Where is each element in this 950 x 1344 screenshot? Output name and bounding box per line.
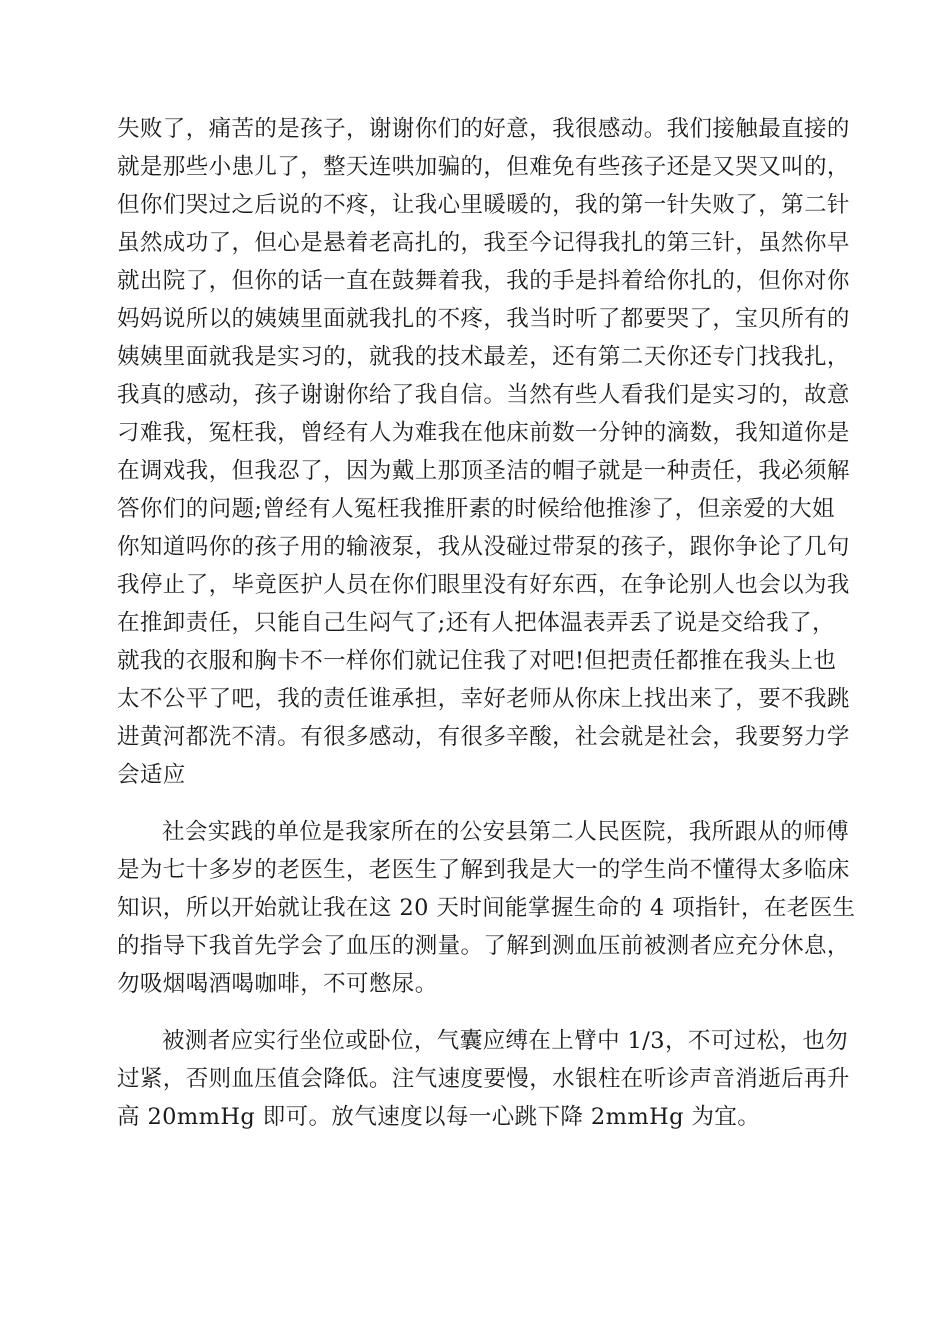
text-line: 高 20mmHg 即可。放气速度以每一心跳下降 2mmHg 为宜。 — [117, 1104, 761, 1130]
text-line: 是为七十多岁的老医生，老医生了解到我是大一的学生尚不懂得太多临床 — [117, 857, 850, 883]
text-line: 妈妈说所以的姨姨里面就我扎的不疼，我当时听了都要哭了，宝贝所有的 — [117, 306, 850, 332]
text-line: 勿吸烟喝酒喝咖啡，不可憋尿。 — [117, 971, 438, 997]
text-line: 就是那些小患儿了，整天连哄加骗的，但难免有些孩子还是又哭又叫的， — [117, 154, 850, 180]
text-line: 我停止了，毕竟医护人员在你们眼里没有好东西，在争论别人也会以为我 — [117, 572, 850, 598]
text-line: 的指导下我首先学会了血压的测量。了解到测血压前被测者应充分休息， — [117, 933, 850, 959]
text-line: 你知道吗你的孩子用的输液泵，我从没碰过带泵的孩子，跟你争论了几句 — [117, 534, 850, 560]
text-line: 在调戏我，但我忍了，因为戴上那顶圣洁的帽子就是一种责任，我必须解 — [117, 458, 850, 484]
text-line: 刁难我，冤枉我，曾经有人为难我在他床前数一分钟的滴数，我知道你是 — [117, 420, 850, 446]
text-line: 失败了，痛苦的是孩子，谢谢你们的好意，我很感动。我们接触最直接的 — [117, 116, 850, 142]
text-line: 但你们哭过之后说的不疼，让我心里暖暖的，我的第一针失败了，第二针 — [117, 192, 850, 218]
text-line: 姨姨里面就我是实习的，就我的技术最差，还有第二天你还专门找我扎， — [117, 344, 850, 370]
text-line: 被测者应实行坐位或卧位，气囊应缚在上臂中 1/3，不可过松，也勿 — [162, 1028, 849, 1054]
text-line: 知识，所以开始就让我在这 20 天时间能掌握生命的 4 项指针，在老医生 — [117, 895, 856, 921]
text-line: 社会实践的单位是我家所在的公安县第二人民医院，我所跟从的师傅 — [162, 819, 850, 845]
text-line: 进黄河都洗不清。有很多感动，有很多辛酸，社会就是社会，我要努力学 — [117, 724, 850, 750]
text-line: 在推卸责任，只能自己生闷气了;还有人把体温表弄丢了说是交给我了， — [117, 610, 835, 636]
text-line: 会适应 — [117, 762, 186, 788]
text-line: 我真的感动，孩子谢谢你给了我自信。当然有些人看我们是实习的，故意 — [117, 382, 850, 408]
text-line: 过紧，否则血压值会降低。注气速度要慢，水银柱在听诊声音消逝后再升 — [117, 1066, 850, 1092]
text-line: 就出院了，但你的话一直在鼓舞着我，我的手是抖着给你扎的，但你对你 — [117, 268, 850, 294]
text-line: 答你们的问题;曾经有人冤枉我推肝素的时候给他推渗了，但亲爱的大姐 — [117, 496, 835, 522]
text-line: 太不公平了吧，我的责任谁承担，幸好老师从你床上找出来了，要不我跳 — [117, 686, 850, 712]
text-line: 就我的衣服和胸卡不一样你们就记住我了对吧!但把责任都推在我头上也 — [117, 648, 837, 674]
text-line: 虽然成功了，但心是悬着老高扎的，我至今记得我扎的第三针，虽然你早 — [117, 230, 850, 256]
